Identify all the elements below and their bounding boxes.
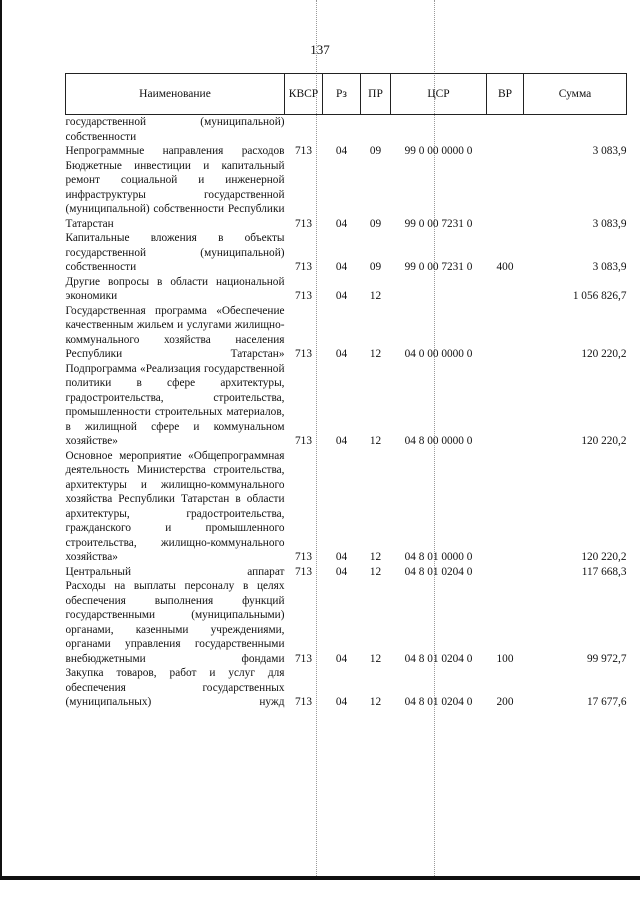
cell-sum: 117 668,3 — [581, 565, 627, 578]
scan-left-edge — [0, 0, 2, 880]
cell-kvsr: 713 — [295, 145, 312, 157]
cell-rz: 04 — [335, 652, 348, 665]
cell-name: Бюджетные инвестиции и капитальный ремонт социальной и инженерной инфраструктуры государственной (муниципальной) собственности Республики Татарстан — [65, 159, 285, 230]
cell-vr — [487, 115, 524, 145]
cell-name: Закупка товаров, работ и услуг для обеспечения государственных (муниципальных) нужд — [65, 667, 285, 708]
table-row — [66, 579, 627, 666]
cell-rz: 04 — [335, 261, 348, 273]
cell-pr: 09 — [369, 261, 382, 273]
cell-pr — [361, 115, 391, 145]
cell-kvsr: 713 — [295, 565, 312, 578]
table-row — [66, 565, 627, 580]
cell-sum: 17 677,6 — [586, 696, 627, 708]
cell-kvsr: 713 — [295, 551, 312, 563]
header-kvsr: КВСР — [285, 74, 323, 115]
cell-vr — [487, 449, 524, 565]
cell-vr — [487, 144, 524, 159]
cell-pr: 09 — [369, 217, 382, 230]
cell-name: Расходы на выплаты персоналу в целях обеспечения выполнения функций государственными (муниципальными) органами, казенными учреждениями, органами управления государственными внебюджетными фондами — [65, 580, 285, 665]
cell-vr — [487, 159, 524, 232]
cell-rz: 04 — [335, 565, 348, 578]
cell-sum: 3 083,9 — [592, 145, 627, 157]
cell-pr: 12 — [369, 290, 382, 302]
cell-csr: 04 8 01 0204 0 — [404, 565, 473, 578]
cell-kvsr — [285, 115, 323, 145]
cell-kvsr: 713 — [295, 696, 312, 708]
header-row — [66, 74, 627, 115]
header-name: Наименование — [66, 74, 285, 115]
cell-vr: 400 — [496, 261, 514, 273]
cell-pr: 12 — [369, 652, 382, 665]
page-number: 137 — [310, 42, 330, 57]
cell-vr — [487, 304, 524, 362]
cell-rz: 04 — [335, 290, 348, 302]
cell-name: Государственная программа «Обеспечение качественным жильем и услугами жилищно-коммунального хозяйства населения Республики Татарстан» — [65, 304, 285, 360]
cell-vr: 100 — [496, 652, 514, 665]
table-row — [66, 159, 627, 232]
cell-csr: 04 8 00 0000 0 — [404, 435, 473, 447]
cell-name: государственной (муниципальной) собственности — [65, 116, 285, 143]
cell-rz: 04 — [335, 145, 348, 157]
cell-vr — [487, 275, 524, 304]
header-sum: Сумма — [524, 74, 627, 115]
cell-csr — [391, 115, 487, 145]
cell-rz — [323, 115, 361, 145]
cell-rz: 04 — [335, 551, 348, 563]
cell-name: Подпрограмма «Реализация государственной политики в сфере архитектуры, градостроительства, строительства, промышленности строительных материалов, в жилищной сфере и коммунальном хозяйстве» — [65, 362, 285, 447]
cell-name: Другие вопросы в области национальной экономики — [65, 275, 285, 302]
table-row — [66, 304, 627, 362]
cell-kvsr: 713 — [295, 217, 312, 230]
cell-kvsr: 713 — [295, 261, 312, 273]
cell-kvsr: 713 — [295, 348, 312, 360]
cell-pr: 12 — [369, 435, 382, 447]
cell-pr: 12 — [369, 696, 382, 708]
cell-rz: 04 — [335, 435, 348, 447]
table-row — [66, 231, 627, 275]
table-row — [66, 449, 627, 565]
cell-csr: 99 0 00 0000 0 — [404, 145, 473, 157]
cell-kvsr: 713 — [295, 290, 312, 302]
cell-sum: 99 972,7 — [586, 652, 627, 665]
cell-name: Основное мероприятие «Общепрограммная деятельность Министерства строительства, архитектуры и жилищно-коммунального хозяйства Республики Татарстан в области архитектуры, градостроительства, гражданского и промышленного строительства, жилищно-коммунального хозяйства» — [65, 449, 285, 563]
table-row — [66, 115, 627, 145]
cell-csr: 04 0 00 0000 0 — [404, 348, 473, 360]
cell-sum: 120 220,2 — [581, 435, 627, 447]
cell-sum: 3 083,9 — [592, 261, 627, 273]
cell-csr: 99 0 00 7231 0 — [404, 261, 473, 273]
cell-sum: 120 220,2 — [581, 551, 627, 563]
header-csr: ЦСР — [391, 74, 487, 115]
header-rz: Рз — [323, 74, 361, 115]
cell-csr: 04 8 01 0204 0 — [404, 652, 473, 665]
cell-kvsr: 713 — [295, 652, 312, 665]
table-row — [66, 666, 627, 710]
table-row — [66, 362, 627, 449]
cell-csr: 04 8 01 0000 0 — [404, 551, 473, 563]
cell-csr — [391, 275, 487, 304]
budget-table — [65, 73, 627, 710]
cell-sum: 3 083,9 — [592, 217, 627, 230]
cell-pr: 12 — [369, 565, 382, 578]
cell-vr: 200 — [496, 696, 514, 708]
header-vr: ВР — [487, 74, 524, 115]
table-row — [66, 144, 627, 159]
cell-pr: 12 — [369, 348, 382, 360]
cell-csr: 99 0 00 7231 0 — [404, 217, 473, 230]
cell-pr: 09 — [369, 145, 382, 157]
cell-vr — [487, 565, 524, 580]
cell-sum — [524, 115, 627, 145]
table-row — [66, 275, 627, 304]
cell-sum: 1 056 826,7 — [572, 290, 627, 302]
cell-vr — [487, 362, 524, 449]
cell-kvsr: 713 — [295, 435, 312, 447]
scan-bottom-edge — [0, 876, 640, 880]
cell-rz: 04 — [335, 217, 348, 230]
cell-rz: 04 — [335, 696, 348, 708]
cell-name: Капитальные вложения в объекты государственной (муниципальной) собственности — [65, 232, 285, 273]
header-pr: ПР — [361, 74, 391, 115]
cell-csr: 04 8 01 0204 0 — [404, 696, 473, 708]
cell-name: Центральный аппарат — [65, 565, 285, 578]
cell-rz: 04 — [335, 348, 348, 360]
cell-sum: 120 220,2 — [581, 348, 627, 360]
cell-name: Непрограммные направления расходов — [65, 145, 285, 157]
cell-pr: 12 — [369, 551, 382, 563]
